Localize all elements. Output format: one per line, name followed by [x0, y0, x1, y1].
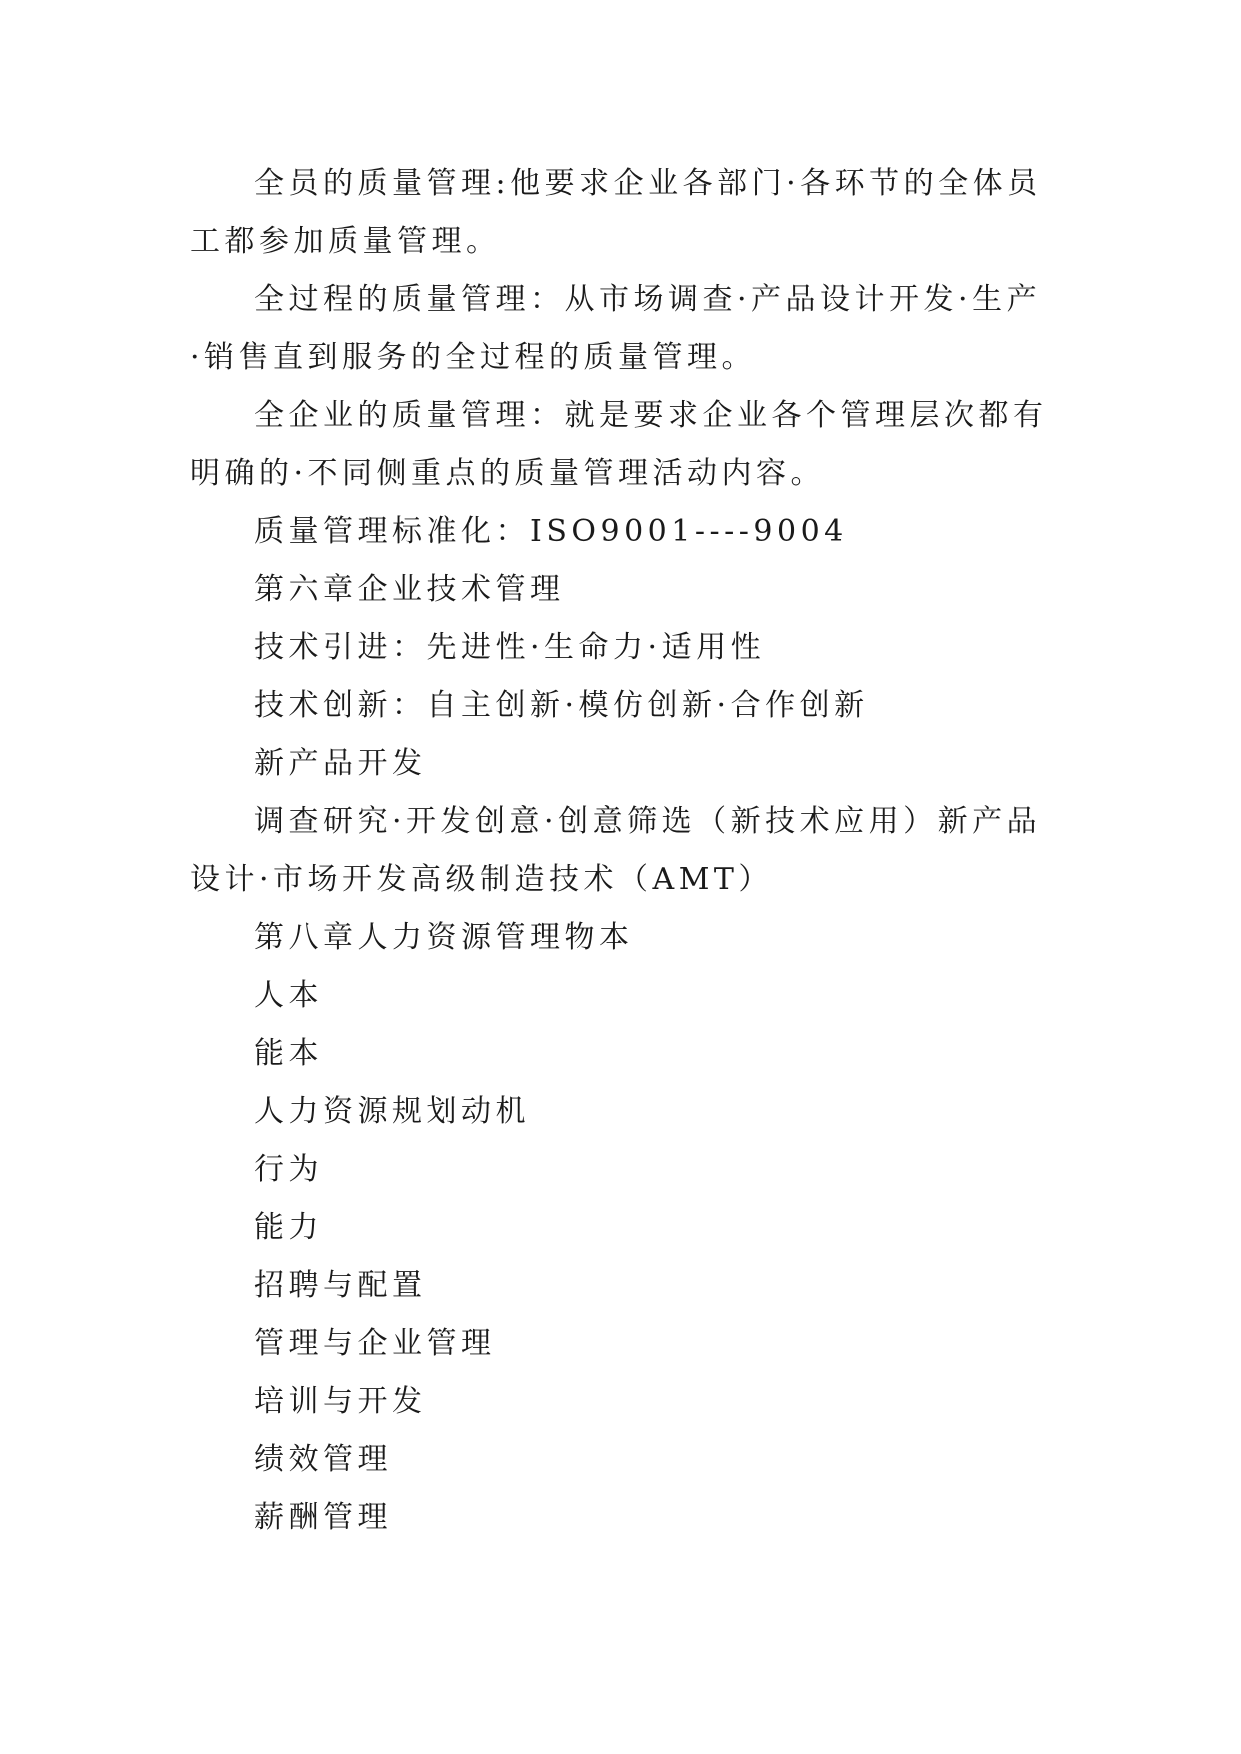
- line-new-product-development: 新产品开发: [254, 746, 427, 781]
- document-page: [190, 155, 1050, 1547]
- paragraph-full-staff-quality: 全员的质量管理:他要求企业各部门·各环节的全体员工都参加质量管理。: [190, 166, 1042, 259]
- list-item-compensation: 薪酬管理: [254, 1500, 392, 1535]
- chapter-6-heading: 第六章企业技术管理: [254, 572, 565, 607]
- list-item-performance: 绩效管理: [254, 1442, 392, 1477]
- paragraph-product-development-process: 调查研究·开发创意·创意筛选（新技术应用）新产品设计·市场开发高级制造技术（AMT）: [190, 804, 1042, 897]
- list-item-ability: 能力: [254, 1210, 323, 1245]
- paragraph-full-process-quality: 全过程的质量管理：从市场调查·产品设计开发·生产·销售直到服务的全过程的质量管理。: [190, 282, 1042, 375]
- list-item-hr-planning-motivation: 人力资源规划动机: [254, 1094, 530, 1129]
- line-quality-standardization: 质量管理标准化：ISO9001----9004: [254, 514, 848, 549]
- list-item-training: 培训与开发: [254, 1384, 427, 1419]
- list-item-ability-capital: 能本: [254, 1036, 323, 1071]
- list-item-management: 管理与企业管理: [254, 1326, 496, 1361]
- paragraph-full-enterprise-quality: 全企业的质量管理：就是要求企业各个管理层次都有明确的·不同侧重点的质量管理活动内容。: [190, 398, 1048, 491]
- list-item-human-capital: 人本: [254, 978, 323, 1013]
- list-item-recruitment: 招聘与配置: [254, 1268, 427, 1303]
- list-item-behavior: 行为: [254, 1152, 323, 1187]
- line-technology-innovation: 技术创新：自主创新·模仿创新·合作创新: [254, 688, 869, 723]
- chapter-8-heading: 第八章人力资源管理物本: [254, 920, 634, 955]
- line-technology-introduction: 技术引进：先进性·生命力·适用性: [254, 630, 766, 665]
